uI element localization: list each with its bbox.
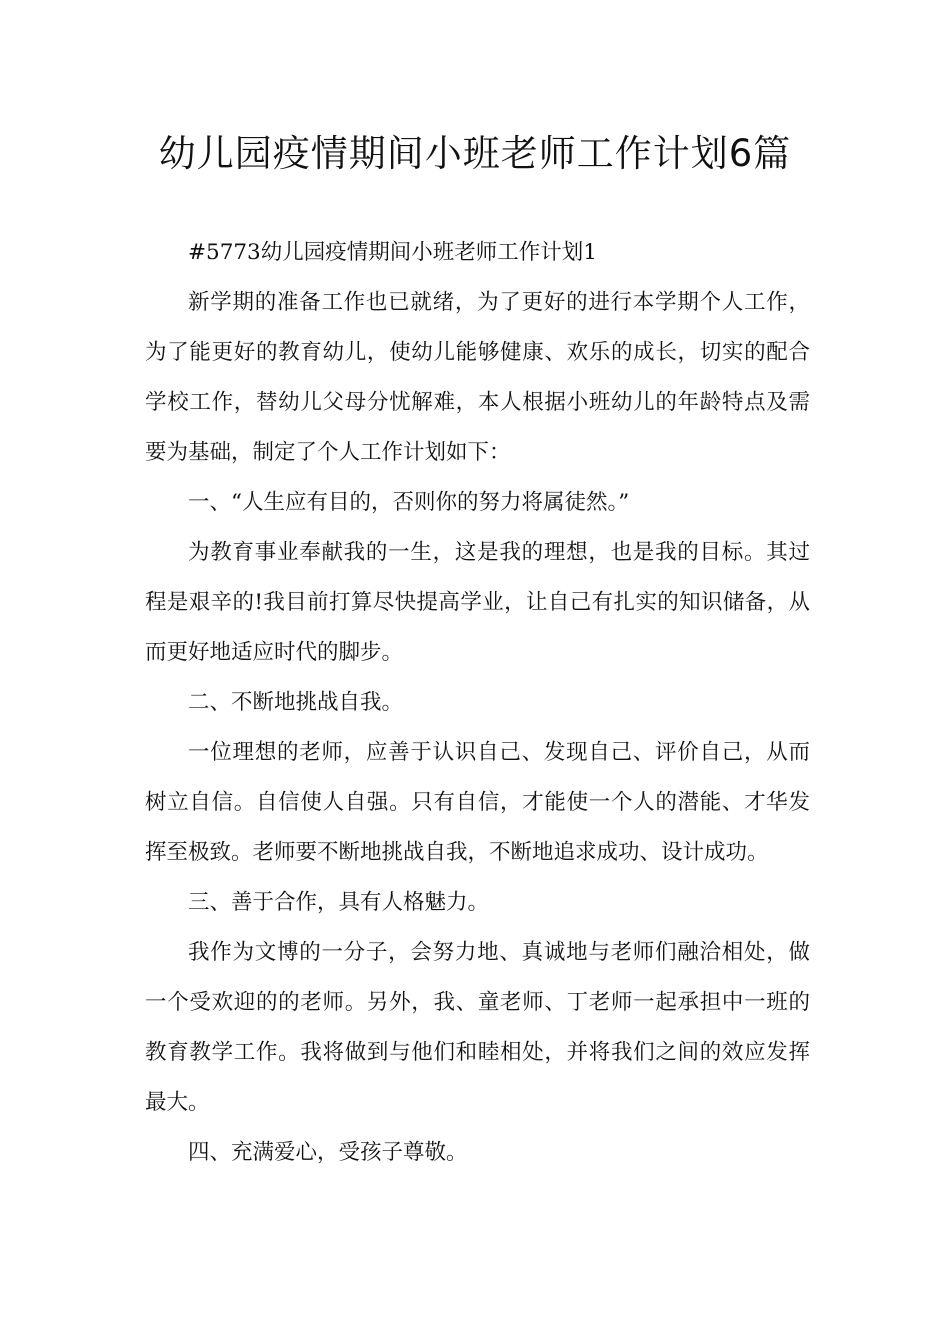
document-title: 幼儿园疫情期间小班老师工作计划6篇 xyxy=(158,132,792,175)
section-heading-3: 三、善于合作，具有人格魅力。 xyxy=(188,890,490,915)
section-heading-2: 二、不断地挑战自我。 xyxy=(188,690,404,715)
paragraph-subtitle: #5773幼儿园疫情期间小班老师工作计划1 xyxy=(188,240,597,265)
paragraph-section-3: 我作为文博的一分子，会努力地、真诚地与老师们融洽相处，做一个受欢迎的的老师。另外，我、童老师、丁老师一起承担中一班的教育教学工作。我将做到与他们和睦相处，并将我们之间的效应发挥最大。 xyxy=(145,940,810,1115)
document-body xyxy=(145,228,810,1178)
paragraph-intro: 新学期的准备工作也已就绪，为了更好的进行本学期个人工作，为了能更好的教育幼儿，使幼儿能够健康、欢乐的成长，切实的配合学校工作，替幼儿父母分忧解难，本人根据小班幼儿的年龄特点及需要为基础，制定了个人工作计划如下： xyxy=(145,290,810,465)
paragraph-section-1: 为教育事业奉献我的一生，这是我的理想，也是我的目标。其过程是艰辛的!我目前打算尽快提高学业，让自己有扎实的知识储备，从而更好地适应时代的脚步。 xyxy=(145,540,810,665)
section-heading-4: 四、充满爱心，受孩子尊敬。 xyxy=(188,1140,468,1165)
section-heading-1: 一、“人生应有目的，否则你的努力将属徒然。” xyxy=(188,490,630,515)
paragraph-section-2: 一位理想的老师，应善于认识自己、发现自己、评价自己，从而树立自信。自信使人自强。只有自信，才能使一个人的潜能、才华发挥至极致。老师要不断地挑战自我，不断地追求成功、设计成功。 xyxy=(145,740,810,865)
